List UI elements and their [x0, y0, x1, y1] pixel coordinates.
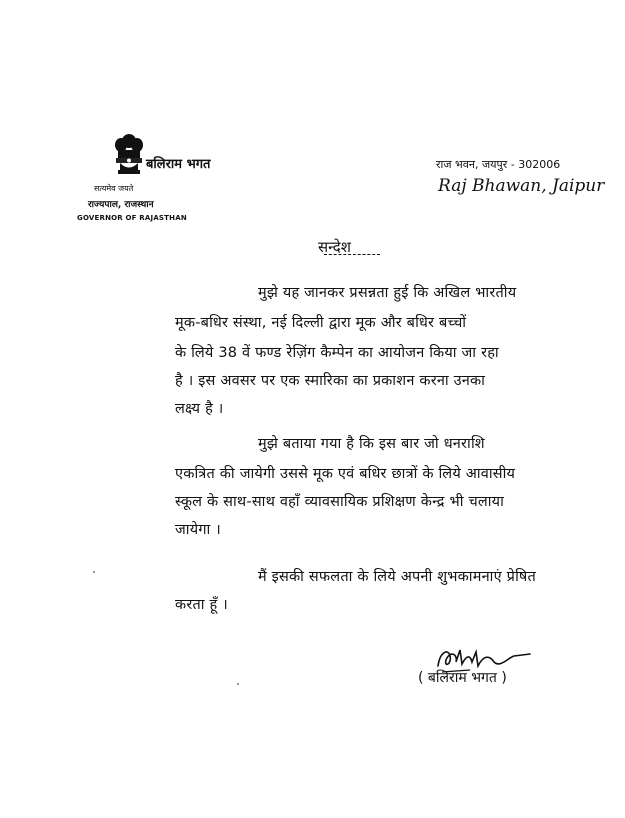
- body-line: है । इस अवसर पर एक स्मारिका का प्रकाशन करना उनका: [175, 373, 486, 389]
- body-line: लक्ष्य है ।: [175, 401, 224, 417]
- state-emblem-icon: [112, 132, 146, 180]
- sender-name: बलिराम भगत: [146, 157, 211, 172]
- body-line: एकत्रित की जायेगी उससे मूक एवं बधिर छात्रों के लिये आवासीय: [175, 466, 516, 482]
- body-line: स्कूल के साथ-साथ वहाँ व्यावसायिक प्रशिक्षण केन्द्र भी चलाया: [175, 494, 505, 510]
- body-line: के लिये 38 वें फण्ड रेज़िंग कैम्पेन का आयोजन किया जा रहा: [175, 345, 499, 361]
- sender-title-english: GOVERNOR OF RAJASTHAN: [77, 214, 187, 222]
- address-hindi: राज भवन, जयपुर - 302006: [436, 158, 561, 171]
- body-line: जायेगा ।: [175, 522, 221, 538]
- emblem-motto: सत्यमेव जयते: [94, 184, 134, 193]
- body-line: मुझे बताया गया है कि इस बार जो धनराशि: [258, 436, 485, 452]
- scan-speck: [237, 683, 239, 685]
- body-line: मैं इसकी सफलता के लिये अपनी शुभकामनाएं प्रेषित: [258, 569, 536, 585]
- address-english: Raj Bhawan, Jaipur: [438, 176, 605, 196]
- body-line: मूक-बधिर संस्था, नई दिल्ली द्वारा मूक और बधिर बच्चों: [175, 315, 467, 331]
- body-line: करता हूँ ।: [175, 597, 228, 613]
- letter-heading: सन्देश: [318, 238, 351, 256]
- body-line: मुझे यह जानकर प्रसन्नता हुई कि अखिल भारतीय: [258, 285, 517, 301]
- sender-title-hindi: राज्यपाल, राजस्थान: [88, 200, 154, 210]
- scan-speck: [93, 571, 95, 573]
- signatory-name: ( बलिराम भगत ): [418, 670, 507, 686]
- heading-underline: [324, 254, 380, 255]
